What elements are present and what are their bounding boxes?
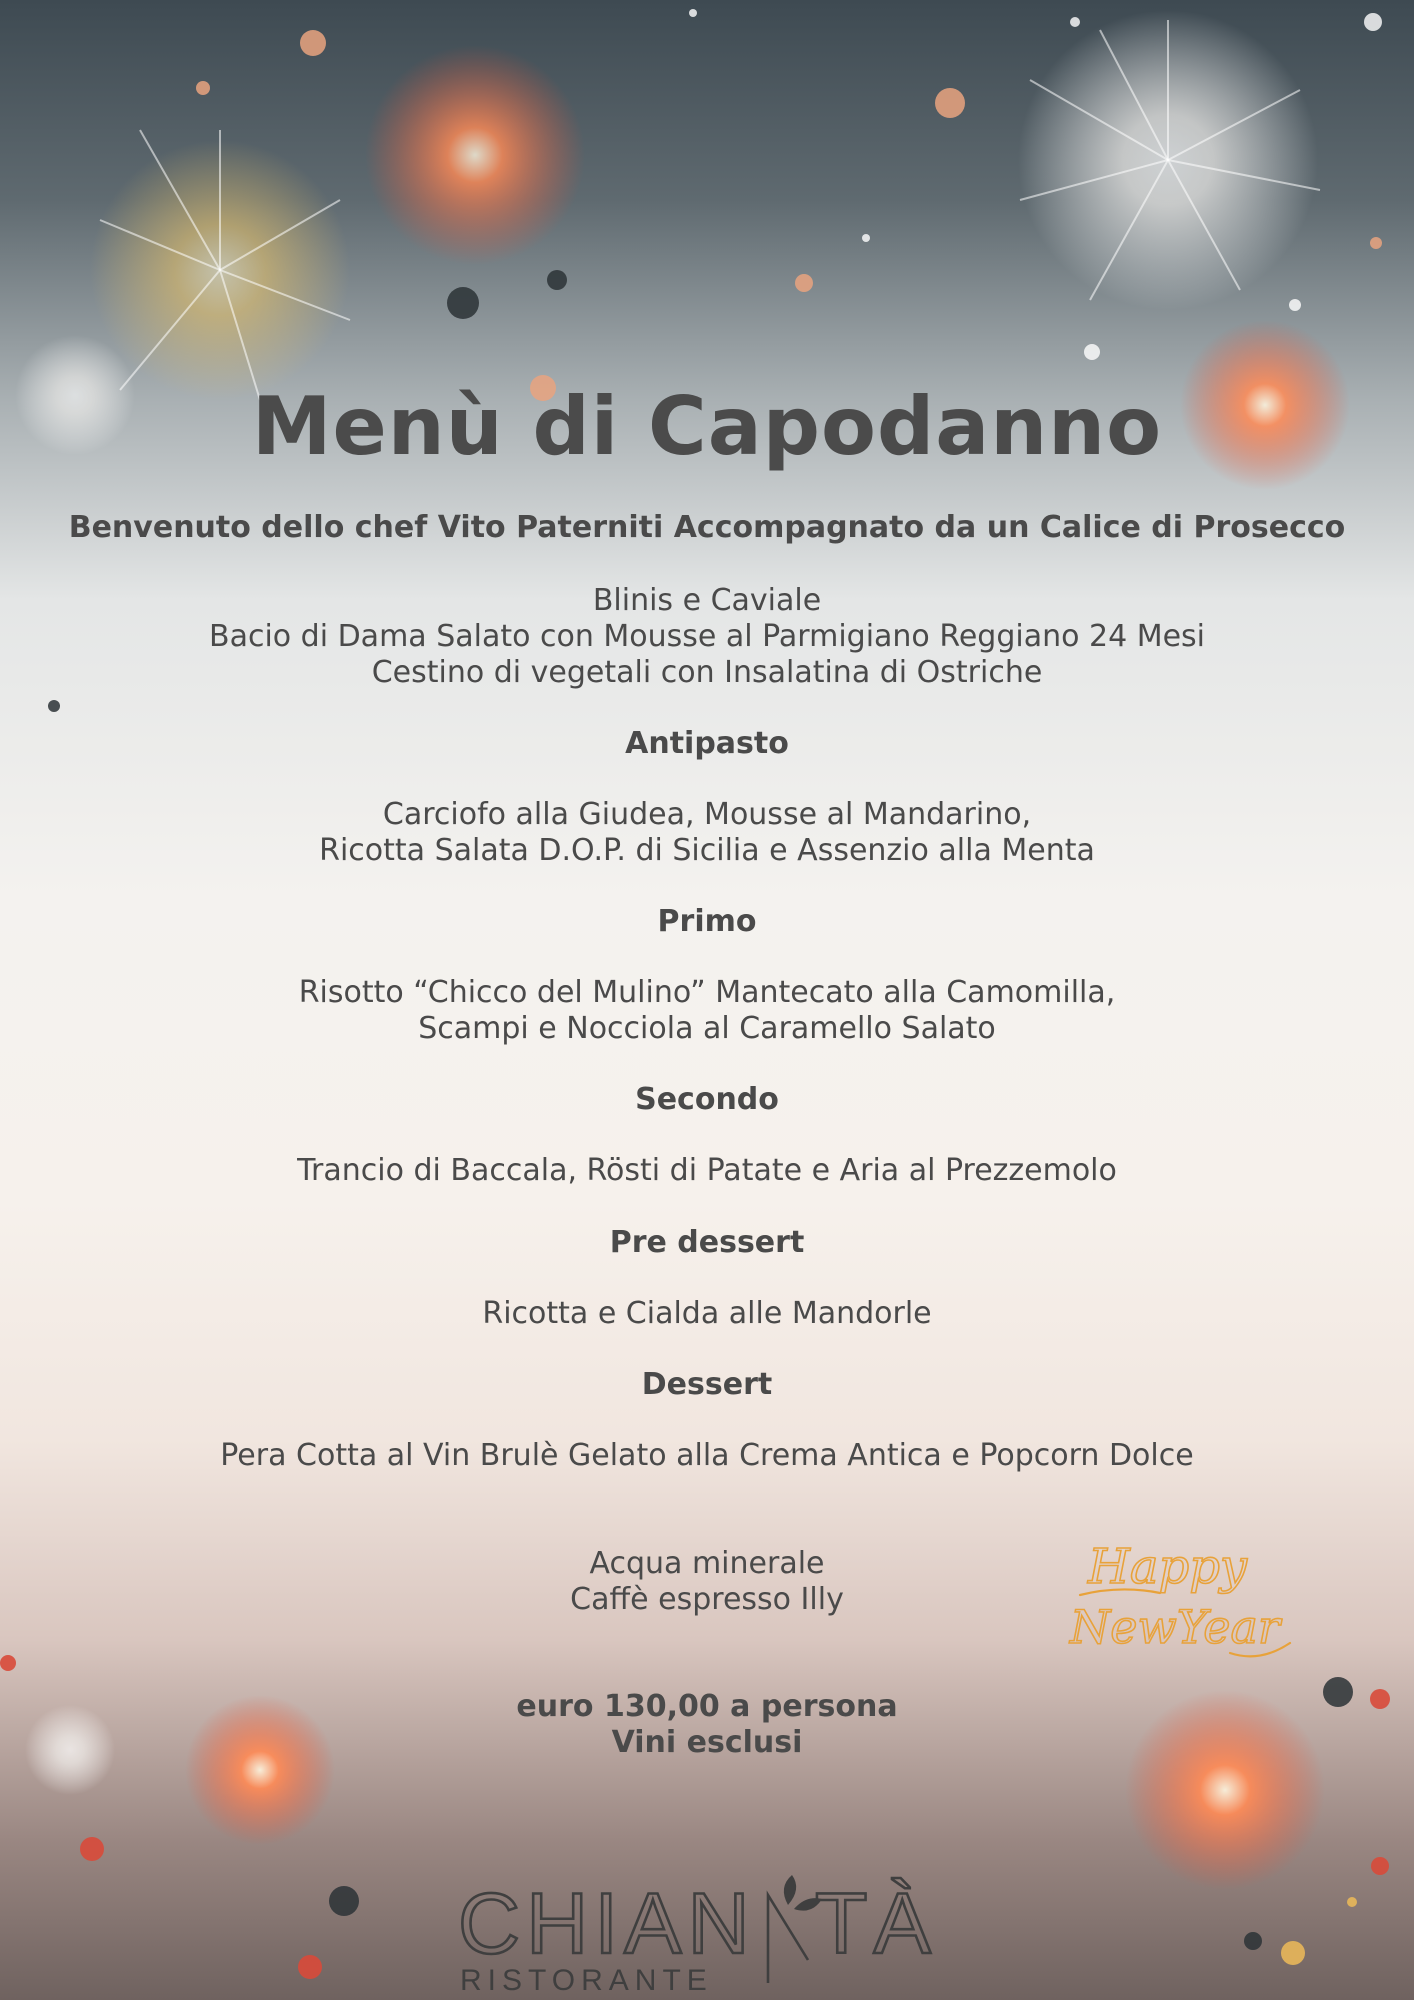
section-heading-dessert: Dessert [641,1367,773,1402]
dish-line: Risotto “Chicco del Mulino” Mantecato alla Camomilla, [298,975,1116,1010]
dish-line: Trancio di Baccala, Rösti di Patate e Aria al Prezzemolo [297,1153,1117,1188]
menu-title: Menù di Capodanno [251,380,1163,473]
dish-line: Scampi e Nocciola al Caramello Salato [418,1011,996,1046]
section-heading-antipasto: Antipasto [625,726,789,761]
welcome-item: Blinis e Caviale [592,583,822,618]
section-heading-primo: Primo [657,904,757,939]
price: euro 130,00 a persona [516,1689,898,1724]
dish-line: Carciofo alla Giudea, Mousse al Mandarino, [382,797,1032,832]
happy-new-year-logo [1060,1525,1300,1675]
svg-text:RISTORANTE: RISTORANTE [460,1964,713,1995]
restaurant-logo [450,1865,990,1995]
dish-line: Pera Cotta al Vin Brulè Gelato alla Crema Antica e Popcorn Dolce [220,1438,1194,1473]
welcome-item: Cestino di vegetali con Insalatina di Ostriche [371,655,1043,690]
extra-item: Acqua minerale [589,1546,825,1581]
extra-item: Caffè espresso Illy [570,1582,844,1617]
welcome-item: Bacio di Dama Salato con Mousse al Parmigiano Reggiano 24 Mesi [208,619,1206,654]
section-heading-pre-dessert: Pre dessert [609,1225,805,1260]
svg-text:CHIAN: CHIAN [458,1876,756,1972]
svg-text:NewYear: NewYear [1070,1600,1280,1654]
dish-line: Ricotta Salata D.O.P. di Sicilia e Assenzio alla Menta [319,833,1095,868]
svg-text:TÀ: TÀ [815,1876,937,1972]
section-heading-secondo: Secondo [635,1082,779,1117]
wine-note: Vini esclusi [611,1725,803,1760]
dish-line: Ricotta e Cialda alle Mandorle [482,1296,932,1331]
welcome-heading: Benvenuto dello chef Vito Paterniti Accompagnato da un Calice di Prosecco [68,510,1346,545]
svg-text:Happy: Happy [1088,1539,1248,1595]
